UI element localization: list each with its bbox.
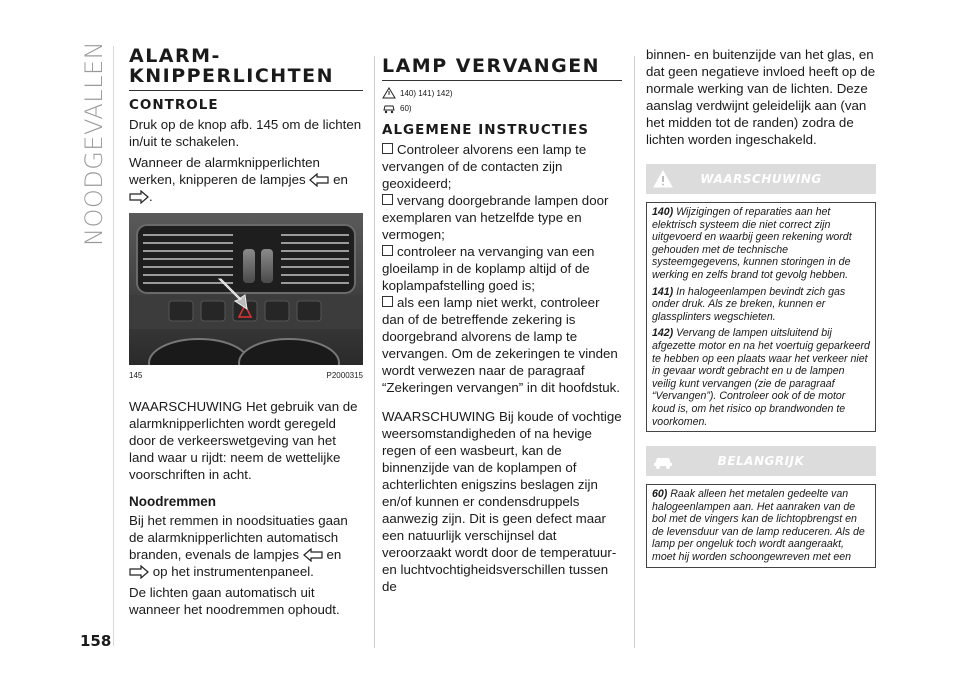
important-box	[646, 484, 876, 568]
figure-hazard-button-photo	[129, 213, 363, 365]
important-header	[646, 446, 876, 476]
paragraph-lamps-blink-b: en	[333, 172, 348, 187]
section-heading-alarm: ALARM- KNIPPERLICHTEN	[129, 45, 335, 87]
paragraph-lamps-blink-c: .	[149, 189, 153, 204]
column-divider	[374, 56, 375, 648]
bullet-square-icon	[382, 245, 393, 256]
sidebar-divider	[113, 46, 114, 646]
warning-triangle-icon	[382, 87, 396, 99]
dashboard-vent-illustration	[129, 213, 363, 365]
paragraph-lights-off: De lichten gaan automatisch uit wanneer het noodremmen ophoudt.	[129, 585, 340, 617]
paragraph-press-button: Druk op de knop afb. 145 om de lichten in/uit te schakelen.	[129, 117, 362, 149]
paragraph-emergency-brake-a: Bij het remmen in noodsituaties gaan de alarmknipperlichten automatisch branden, evenals de lampjes	[129, 513, 348, 562]
list-item: Controleer alvorens een lamp te vervangen of de contacten zijn geoxideerd;	[382, 142, 587, 191]
chapter-title-text: NOODGEVALLEN	[80, 40, 108, 246]
paragraph-lamps-blink-a: Wanneer de alarmknipperlichten werken, knipperen de lampjes	[129, 155, 320, 187]
subheading-controle: CONTROLE	[129, 97, 219, 113]
column-warnings	[646, 46, 876, 568]
warning-item: 140) Wijzigingen of reparaties aan het elektrisch systeem die niet correct zijn uitgevoerd en waarbij geen rekening wordt gehouden met de technische systeemgegevens, kunnen storingen in de werking en zelfs brand tot gevolg hebben.	[652, 206, 852, 281]
heading-rule	[382, 80, 622, 81]
figure-caption	[129, 367, 363, 384]
turn-right-indicator-icon	[129, 565, 149, 579]
figure-number: 145	[129, 371, 143, 380]
paragraph-condensation-cont: binnen- en buitenzijde van het glas, en dat geen negatieve invloed heeft op de normale werking van de lichten. Deze aanslag verdwijnt geleidelijk aan (van het midden tot de randen) zodra de lichten worden ingeschakeld.	[646, 47, 876, 147]
bullet-square-icon	[382, 194, 393, 205]
paragraph-emergency-brake-b: en	[326, 547, 342, 562]
car-caution-icon	[652, 452, 674, 470]
warning-header	[646, 164, 876, 194]
turn-left-indicator-icon	[303, 548, 323, 562]
turn-left-indicator-icon	[309, 173, 329, 187]
warning-item: 142) Vervang de lampen uitsluitend bij afgezette motor en na het voertuig geparkeerd te hebben op een plaats waar het verkeer niet in gevaar wordt gebracht en u de lampen veilig kunt vervangen (zie de paragraaf “Vervangen”). Controleer ook of de motor koud is, om het risico op brandwonden te voorkomen.	[652, 327, 870, 428]
figure-code: P2000315	[326, 371, 363, 380]
paragraph-lamps-blink	[129, 154, 363, 205]
important-refs: 60)	[400, 104, 412, 113]
warning-box	[646, 202, 876, 432]
instruction-list	[382, 141, 622, 396]
column-alarm-lights	[129, 46, 363, 622]
warning-title: WAARSCHUWING	[700, 171, 822, 186]
warning-refs: 140) 141) 142)	[400, 89, 453, 98]
paragraph-emergency-brake	[129, 512, 363, 580]
list-item: controleer na vervanging van een gloeilamp in de koplamp altijd of de koplampafstelling goed is;	[382, 244, 595, 293]
paragraph-condensation: WAARSCHUWING Bij koude of vochtige weersomstandigheden of na hevige regen of een wasbeurt, kan de binnenzijde van de koplampen of achterlichten enigszins beslagen zijn en/of kunnen er condensdruppels aanwezig zijn. Dit is geen defect maar een natuurlijk verschijnsel dat veroorzaakt wordt door de temperatuur- en luchtvochtigheidsverschillen tussen de	[382, 409, 622, 594]
chapter-title	[80, 40, 108, 246]
subheading-general: ALGEMENE INSTRUCTIES	[382, 122, 589, 138]
paragraph-emergency-brake-c: op het instrumentenpaneel.	[152, 564, 314, 579]
warning-item: 141) In halogeenlampen bevindt zich gas onder druk. Als ze breken, kunnen er glassplinters wegschieten.	[652, 285, 846, 323]
turn-right-indicator-icon	[129, 190, 149, 204]
bullet-square-icon	[382, 143, 393, 154]
important-item: 60) Raak alleen het metalen gedeelte van halogeenlampen aan. Het aanraken van de bol met de vingers kan de lichtopbrengst en de levensduur van de lamp reduceren. Als de lamp per ongeluk toch wordt aangeraakt, moet hij worden schoongewreven met een	[652, 488, 865, 564]
page-number: 158	[80, 632, 112, 650]
list-item: als een lamp niet werkt, controleer dan of de betreffende zekering is doorgebrand alvorens de lamp te vervangen. Om de zekeringen te vinden wordt verwezen naar de paragraaf “Zekeringen vervangen” in dit hoofdstuk.	[382, 295, 621, 395]
paragraph-warning-law: WAARSCHUWING Het gebruik van de alarmknipperlichten wordt geregeld door de verkeerswetgeving van het land waar u rijdt: neem de wettelijke voorschriften in acht.	[129, 399, 358, 482]
subheading-noodremmen: Noodremmen	[129, 494, 217, 509]
heading-rule	[129, 90, 363, 91]
car-caution-icon	[382, 102, 396, 114]
column-divider	[634, 56, 635, 648]
important-references	[382, 102, 622, 114]
important-title: BELANGRIJK	[717, 453, 805, 468]
lamp-references	[382, 87, 622, 99]
section-heading-lamp: LAMP VERVANGEN	[382, 55, 601, 77]
bullet-square-icon	[382, 296, 393, 307]
warning-triangle-icon	[652, 169, 674, 189]
list-item: vervang doorgebrande lampen door exemplaren van hetzelfde type en vermogen;	[382, 193, 609, 242]
column-lamp-replace	[382, 46, 622, 599]
